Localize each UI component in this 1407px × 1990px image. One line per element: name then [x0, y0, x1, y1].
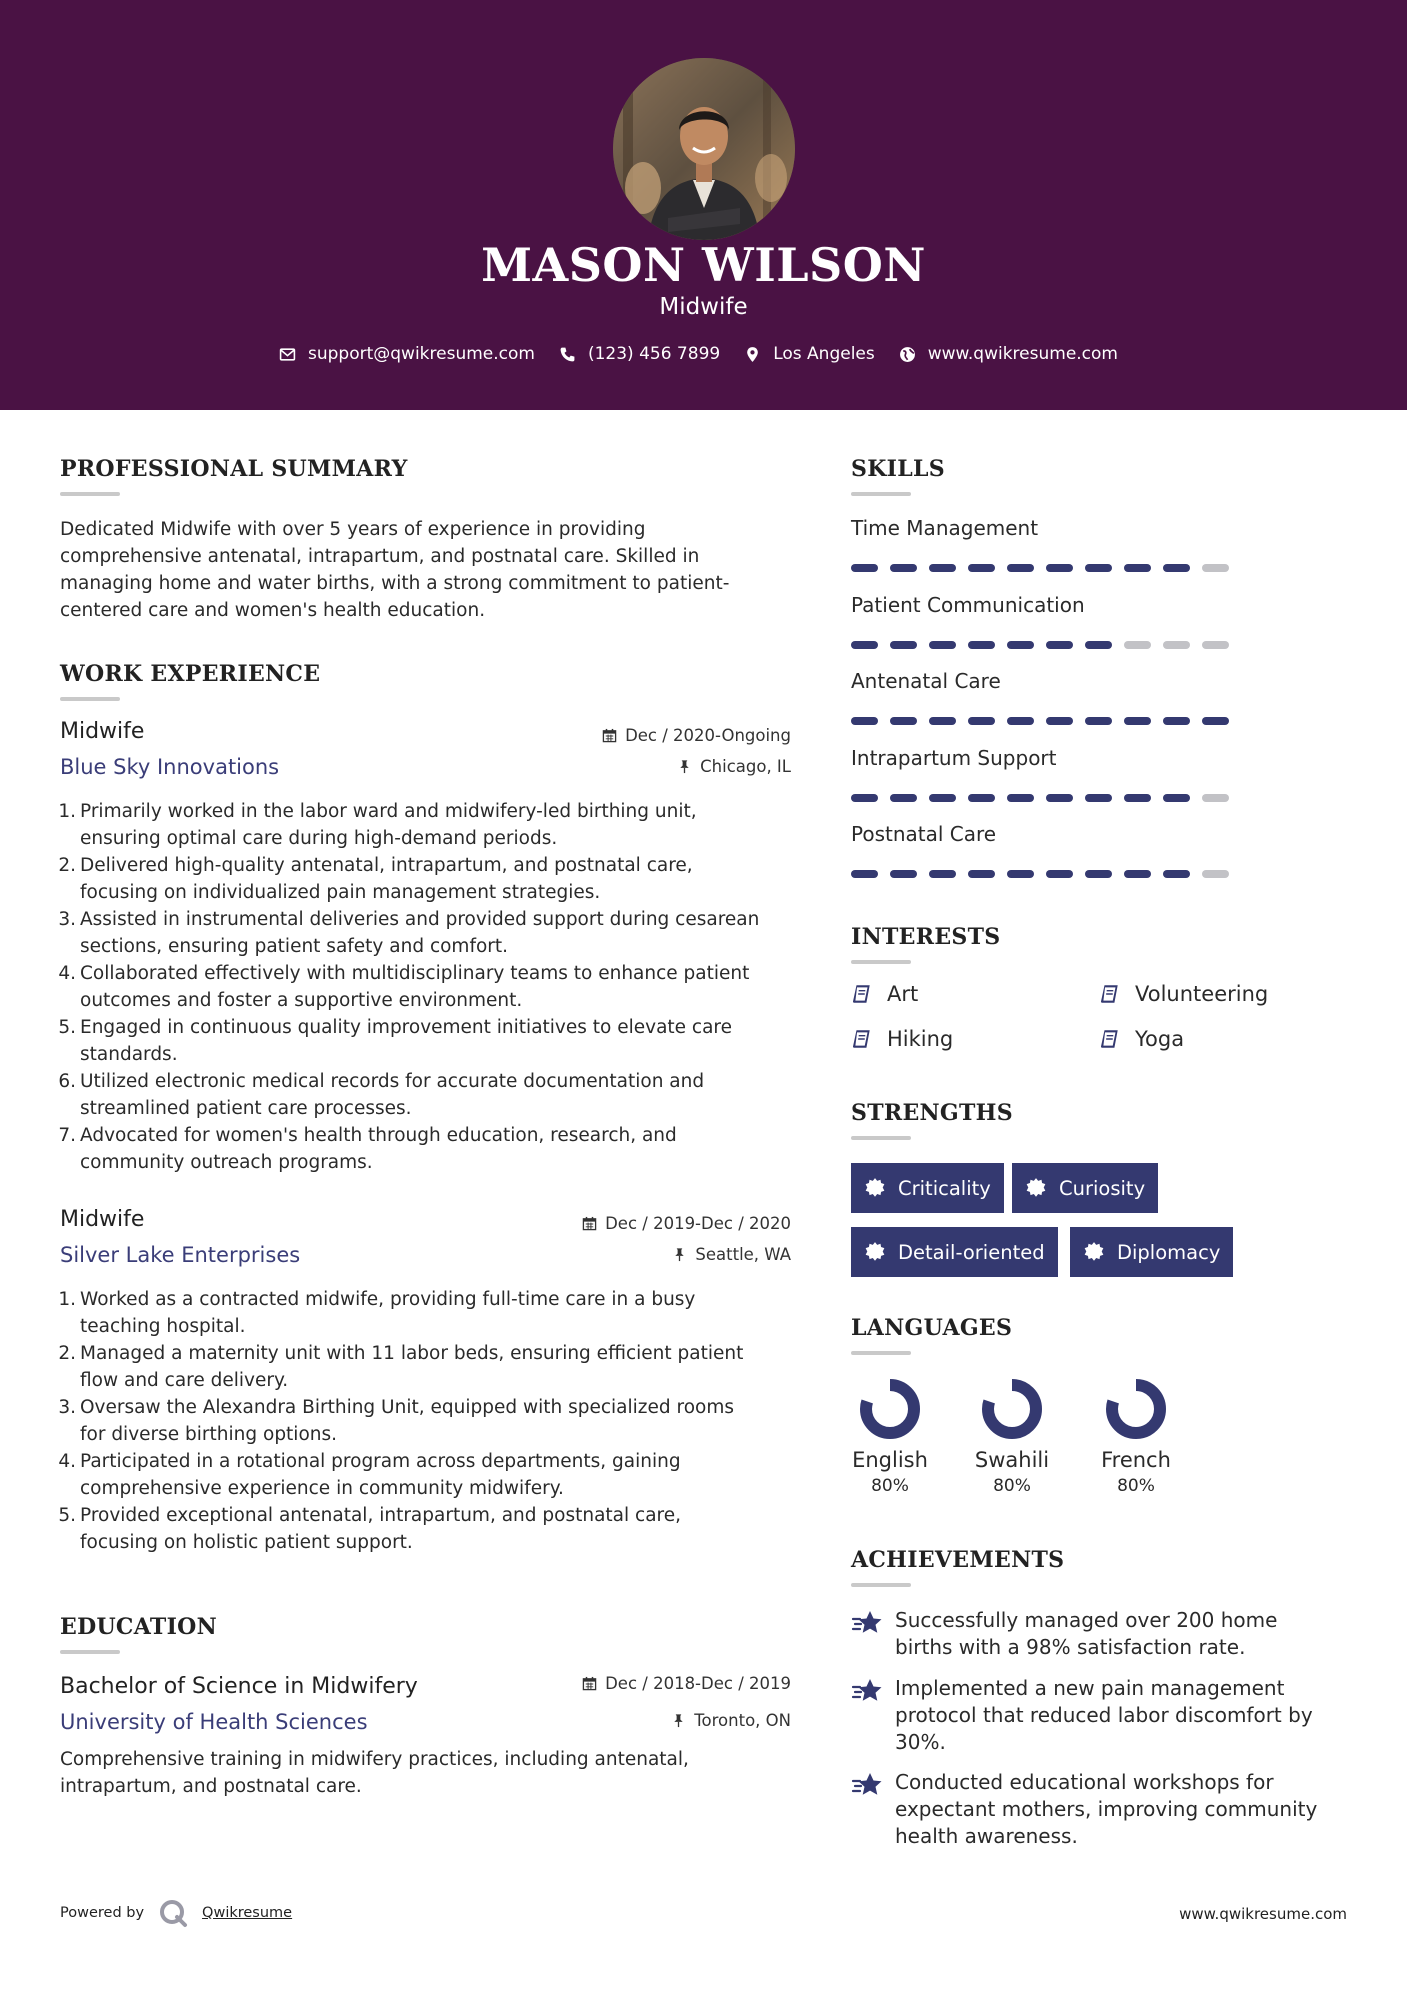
work-heading: WORK EXPERIENCE	[60, 661, 321, 687]
interest-item: Hiking	[851, 1027, 953, 1051]
list-item: 3. Assisted in instrumental deliveries and provided support during cesarean sections, ensuring patient safety and comfort.	[58, 909, 760, 957]
education-date	[582, 1674, 791, 1693]
skill-segment-empty	[1202, 794, 1229, 802]
skill-segment-filled	[1202, 717, 1229, 725]
profile-photo-image	[613, 58, 795, 240]
calendar-icon	[602, 728, 617, 743]
skill-segment-filled	[1046, 564, 1073, 572]
school-name: University of Health Sciences	[60, 1710, 368, 1734]
language-gauge-arc	[866, 1385, 914, 1433]
book-icon	[851, 1028, 873, 1050]
language-gauge	[1105, 1378, 1167, 1440]
achievements-heading-rule	[851, 1583, 911, 1587]
skill-segment-filled	[890, 870, 917, 878]
skill-segment-filled	[890, 794, 917, 802]
strengths-heading-rule	[851, 1136, 911, 1140]
list-item: 2. Delivered high-quality antenatal, intrapartum, and postnatal care, focusing on individualized pain management strategies.	[58, 855, 693, 903]
job-responsibilities	[56, 798, 816, 1176]
skill-segment-empty	[1202, 870, 1229, 878]
languages-heading-rule	[851, 1351, 911, 1355]
skill-segment-filled	[1046, 717, 1073, 725]
contact-email-text: support@qwikresume.com	[308, 344, 535, 364]
skill-segment-filled	[1163, 794, 1190, 802]
book-icon	[1099, 1028, 1121, 1050]
education-line: Comprehensive training in midwifery practices, including antenatal,	[60, 1749, 689, 1770]
language-percent: 80%	[871, 1476, 909, 1496]
skill-name: Antenatal Care	[851, 669, 1001, 693]
skill-level-bar	[851, 641, 1229, 649]
skill-segment-filled	[968, 870, 995, 878]
envelope-icon	[279, 346, 296, 363]
skill-segment-filled	[929, 794, 956, 802]
contact-email[interactable]	[279, 344, 535, 364]
pushpin-icon	[672, 1247, 687, 1262]
skill-segment-filled	[1163, 717, 1190, 725]
language-gauge	[859, 1378, 921, 1440]
skill-segment-filled	[1085, 564, 1112, 572]
skill-segment-filled	[1124, 794, 1151, 802]
achievement-item: Successfully managed over 200 home births with a 98% satisfaction rate.	[851, 1607, 1351, 1661]
contact-phone-text: (123) 456 7899	[587, 344, 721, 364]
skill-segment-filled	[968, 641, 995, 649]
skill-level-bar	[851, 870, 1229, 878]
language-percent: 80%	[993, 1476, 1031, 1496]
phone-icon	[559, 346, 576, 363]
badge-icon	[864, 1177, 886, 1199]
education-location	[671, 1711, 791, 1730]
skills-heading-rule	[851, 492, 911, 496]
star-icon	[851, 1675, 883, 1707]
language-gauge	[981, 1378, 1043, 1440]
skill-segment-empty	[1163, 641, 1190, 649]
language-item	[962, 1378, 1062, 1496]
skill-segment-filled	[1124, 717, 1151, 725]
job-location	[672, 1245, 791, 1264]
contact-location-text: Los Angeles	[773, 344, 875, 364]
skill-segment-filled	[929, 870, 956, 878]
language-name: English	[852, 1448, 928, 1472]
badge-icon	[1083, 1241, 1105, 1263]
education-description	[60, 1746, 800, 1800]
list-item: 5. Engaged in continuous quality improvement initiatives to elevate care standards.	[58, 1017, 733, 1065]
skill-segment-filled	[1046, 641, 1073, 649]
skill-segment-filled	[929, 641, 956, 649]
language-percent: 80%	[1117, 1476, 1155, 1496]
language-gauge-arc	[988, 1385, 1036, 1433]
list-item: 6. Utilized electronic medical records for accurate documentation and streamlined patient care processes.	[58, 1071, 705, 1119]
skill-segment-empty	[1124, 641, 1151, 649]
job-title: Midwife	[60, 1207, 145, 1232]
skill-segment-filled	[1007, 717, 1034, 725]
skill-segment-filled	[851, 641, 878, 649]
skill-segment-filled	[1007, 794, 1034, 802]
candidate-title: Midwife	[659, 294, 748, 320]
skill-level-bar	[851, 717, 1229, 725]
strength-chip: Curiosity	[1012, 1163, 1158, 1213]
education-location-text: Toronto, ON	[694, 1711, 791, 1730]
strengths-heading: STRENGTHS	[851, 1100, 1013, 1126]
education-heading-rule	[60, 1650, 120, 1654]
skill-segment-filled	[968, 564, 995, 572]
skill-segment-filled	[1046, 794, 1073, 802]
job-date	[582, 1214, 791, 1233]
skill-segment-filled	[929, 564, 956, 572]
skill-segment-filled	[890, 564, 917, 572]
job-responsibilities	[56, 1286, 816, 1556]
list-item: 2. Managed a maternity unit with 11 labor beds, ensuring efficient patient flow and care delivery.	[58, 1343, 744, 1391]
education-date-text: Dec / 2018-Dec / 2019	[605, 1674, 791, 1693]
list-item: 5. Provided exceptional antenatal, intrapartum, and postnatal care, focusing on holistic patient support.	[58, 1505, 681, 1553]
skill-segment-filled	[890, 641, 917, 649]
skill-level-bar	[851, 564, 1229, 572]
achievement-item: Conducted educational workshops for expectant mothers, improving community health awareness.	[851, 1769, 1351, 1850]
calendar-icon	[582, 1216, 597, 1231]
job-location-text: Seattle, WA	[695, 1245, 791, 1264]
skill-segment-filled	[1007, 564, 1034, 572]
job-date-text: Dec / 2020-Ongoing	[625, 726, 791, 745]
skill-segment-empty	[1202, 641, 1229, 649]
contact-website-text: www.qwikresume.com	[927, 344, 1118, 364]
skill-segment-filled	[1085, 717, 1112, 725]
summary-line: comprehensive antenatal, intrapartum, and postnatal care. Skilled in	[60, 546, 700, 567]
contact-location	[744, 344, 875, 364]
qwikresume-link[interactable]: Qwikresume	[202, 1905, 293, 1921]
summary-line: Dedicated Midwife with over 5 years of experience in providing	[60, 519, 646, 540]
work-heading-rule	[60, 697, 120, 701]
skill-segment-filled	[1085, 641, 1112, 649]
skill-segment-filled	[851, 794, 878, 802]
skill-segment-filled	[1085, 794, 1112, 802]
globe-icon	[899, 346, 916, 363]
language-item	[840, 1378, 940, 1496]
candidate-name: MASON WILSON	[481, 238, 926, 292]
achievement-item: Implemented a new pain management protocol that reduced labor discomfort by 30%.	[851, 1675, 1351, 1756]
summary-line: managing home and water births, with a strong commitment to patient-	[60, 573, 730, 594]
company-name: Silver Lake Enterprises	[60, 1243, 301, 1267]
skill-segment-empty	[1202, 564, 1229, 572]
language-name: French	[1101, 1448, 1171, 1472]
job-date-text: Dec / 2019-Dec / 2020	[605, 1214, 791, 1233]
strength-chip: Diplomacy	[1070, 1227, 1233, 1277]
powered-by-label: Powered by	[60, 1905, 145, 1921]
book-icon	[851, 983, 873, 1005]
skill-segment-filled	[851, 870, 878, 878]
interest-item: Art	[851, 982, 918, 1006]
star-icon	[851, 1607, 883, 1639]
contact-phone[interactable]	[559, 344, 720, 364]
education-line: intrapartum, and postnatal care.	[60, 1776, 362, 1797]
interest-item: Volunteering	[1099, 982, 1268, 1006]
header-banner	[0, 0, 1407, 410]
job-location	[677, 757, 791, 776]
badge-icon	[1025, 1177, 1047, 1199]
skill-segment-filled	[1007, 641, 1034, 649]
list-item: 1. Primarily worked in the labor ward and midwifery-led birthing unit, ensuring optimal care during high-demand periods.	[58, 801, 697, 849]
calendar-icon	[582, 1676, 597, 1691]
language-item	[1086, 1378, 1186, 1496]
footer-website[interactable]: www.qwikresume.com	[1179, 1905, 1347, 1923]
qwikresume-logo-icon	[158, 1898, 188, 1928]
skill-segment-filled	[851, 564, 878, 572]
skills-heading: SKILLS	[851, 456, 945, 482]
language-gauge-arc	[1112, 1385, 1160, 1433]
list-item: 7. Advocated for women's health through education, research, and community outreach programs.	[58, 1125, 677, 1173]
skill-name: Intrapartum Support	[851, 745, 1057, 770]
skill-name: Time Management	[851, 516, 1039, 540]
skill-segment-filled	[1085, 870, 1112, 878]
languages-heading: LANGUAGES	[851, 1315, 1013, 1341]
skill-segment-filled	[1163, 564, 1190, 572]
list-item: 3. Oversaw the Alexandra Birthing Unit, equipped with specialized rooms for diverse birthing options.	[58, 1397, 734, 1445]
book-icon	[1099, 983, 1121, 1005]
skill-segment-filled	[1124, 870, 1151, 878]
achievements-heading: ACHIEVEMENTS	[851, 1547, 1065, 1573]
contact-website[interactable]	[899, 344, 1118, 364]
skill-segment-filled	[1046, 870, 1073, 878]
skill-segment-filled	[1007, 870, 1034, 878]
company-name: Blue Sky Innovations	[60, 755, 280, 779]
summary-text	[60, 516, 800, 624]
profile-photo	[613, 58, 795, 240]
summary-heading-rule	[60, 492, 120, 496]
interests-heading: INTERESTS	[851, 924, 1001, 950]
skill-name: Postnatal Care	[851, 822, 997, 846]
skill-segment-filled	[890, 717, 917, 725]
skill-segment-filled	[968, 794, 995, 802]
summary-heading: PROFESSIONAL SUMMARY	[60, 456, 408, 482]
skill-level-bar	[851, 794, 1229, 802]
list-item: 1. Worked as a contracted midwife, providing full-time care in a busy teaching hospital.	[58, 1289, 696, 1337]
list-item: 4. Participated in a rotational program across departments, gaining comprehensive experience in community midwifery.	[58, 1451, 681, 1499]
badge-icon	[864, 1241, 886, 1263]
language-name: Swahili	[974, 1448, 1050, 1472]
star-icon	[851, 1769, 883, 1801]
strength-chip: Detail-oriented	[851, 1227, 1058, 1277]
skill-segment-filled	[1163, 870, 1190, 878]
pushpin-icon	[677, 759, 692, 774]
interest-item: Yoga	[1099, 1027, 1184, 1051]
job-location-text: Chicago, IL	[700, 757, 791, 776]
map-pin-icon	[744, 346, 761, 363]
contact-bar	[0, 344, 1407, 364]
strength-chip: Criticality	[851, 1163, 1004, 1213]
job-title: Midwife	[60, 719, 145, 744]
interests-heading-rule	[851, 960, 911, 964]
degree-title: Bachelor of Science in Midwifery	[60, 1674, 418, 1699]
job-date	[602, 726, 791, 745]
education-heading: EDUCATION	[60, 1614, 218, 1640]
skill-segment-filled	[1124, 564, 1151, 572]
pushpin-icon	[671, 1713, 686, 1728]
skill-segment-filled	[851, 717, 878, 725]
skill-name: Patient Communication	[851, 592, 1085, 617]
list-item: 4. Collaborated effectively with multidisciplinary teams to enhance patient outcomes and foster a supportive environment.	[58, 963, 750, 1011]
skill-segment-filled	[968, 717, 995, 725]
summary-line: centered care and women's health education.	[60, 600, 486, 621]
skill-segment-filled	[929, 717, 956, 725]
footer-powered-by	[60, 1898, 292, 1928]
